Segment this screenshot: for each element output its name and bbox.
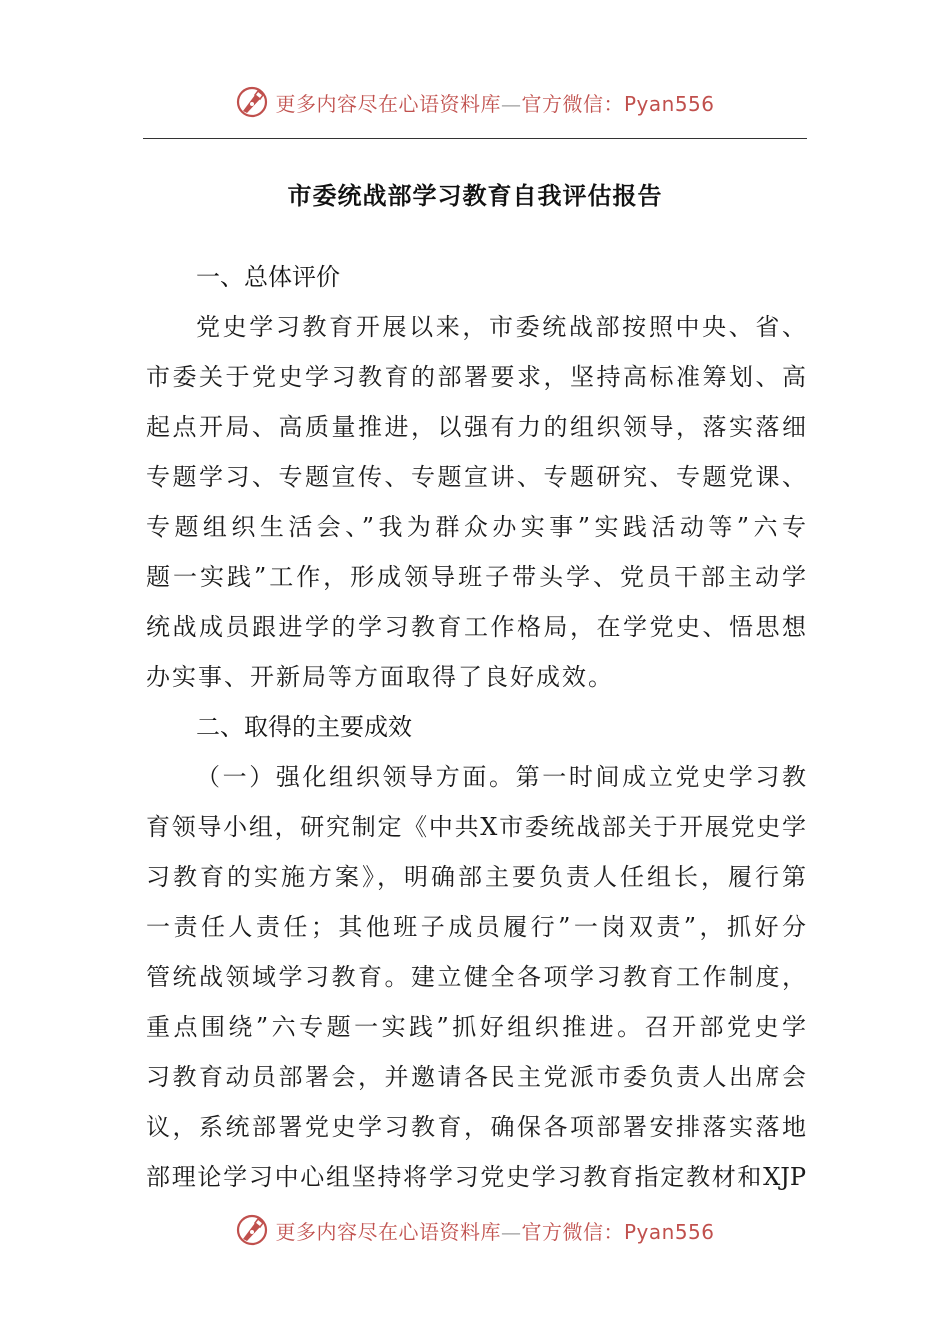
text-line: 习教育动员部署会，并邀请各民主党派市委负责人出席会 (146, 1063, 806, 1091)
banner-text (275, 88, 714, 117)
header-divider (143, 138, 807, 139)
text-line: 育领导小组，研究制定《中共X市委统战部关于开展党史学 (146, 813, 806, 841)
banner-wechat-label: 官方微信： (521, 91, 624, 116)
text-line: 部理论学习中心组坚持将学习党史学习教育指定教材和XJP (146, 1163, 806, 1191)
text-line: 统战成员跟进学的学习教育工作格局，在学党史、悟思想 (146, 613, 806, 641)
text-line: 党史学习教育开展以来，市委统战部按照中央、省、 (196, 313, 806, 341)
banner-main-text: 更多内容尽在心语资料库 (275, 91, 501, 116)
footer-banner (0, 1210, 950, 1250)
section-heading-2: 二、取得的主要成效 (196, 713, 412, 741)
text-line: 议，系统部署党史学习教育，确保各项部署安排落实落地 (146, 1113, 806, 1141)
banner-wechat-id: Pyan556 (623, 91, 715, 116)
section-heading-1: 一、总体评价 (196, 263, 340, 291)
text-line: 专题学习、专题宣传、专题宣讲、专题研究、专题党课、 (146, 463, 806, 491)
text-line: 重点围绕”六专题一实践”抓好组织推进。召开部党史学 (146, 1013, 806, 1041)
text-line: 管统战领域学习教育。建立健全各项学习教育工作制度， (146, 963, 806, 991)
banner-main-text: 更多内容尽在心语资料库 (275, 1219, 501, 1244)
document-body (146, 252, 806, 1202)
text-line: 习教育的实施方案》，明确部主要负责人任组长，履行第 (146, 863, 806, 891)
document-title: 市委统战部学习教育自我评估报告 (287, 181, 663, 210)
banner-dash: — (500, 1219, 522, 1244)
banner-text (275, 1216, 714, 1245)
pen-logo-icon (235, 85, 269, 119)
text-line: 题一实践”工作，形成领导班子带头学、党员干部主动学 (146, 563, 806, 591)
banner-dash: — (500, 91, 522, 116)
text-line: 市委关于党史学习教育的部署要求，坚持高标准筹划、高 (146, 363, 806, 391)
text-line: 专题组织生活会、”我为群众办实事”实践活动等”六专 (146, 513, 806, 541)
section-2-paragraph (146, 752, 806, 1202)
banner-wechat-id: Pyan556 (623, 1219, 715, 1244)
header-banner (0, 82, 950, 122)
section-1-paragraph (146, 302, 806, 702)
text-line: 起点开局、高质量推进，以强有力的组织领导，落实落细 (146, 413, 806, 441)
text-line: （一）强化组织领导方面。第一时间成立党史学习教 (196, 763, 806, 791)
text-line: 办实事、开新局等方面取得了良好成效。 (146, 663, 614, 691)
pen-logo-icon (235, 1213, 269, 1247)
banner-wechat-label: 官方微信： (521, 1219, 624, 1244)
text-line: 一责任人责任；其他班子成员履行”一岗双责”，抓好分 (146, 913, 806, 941)
